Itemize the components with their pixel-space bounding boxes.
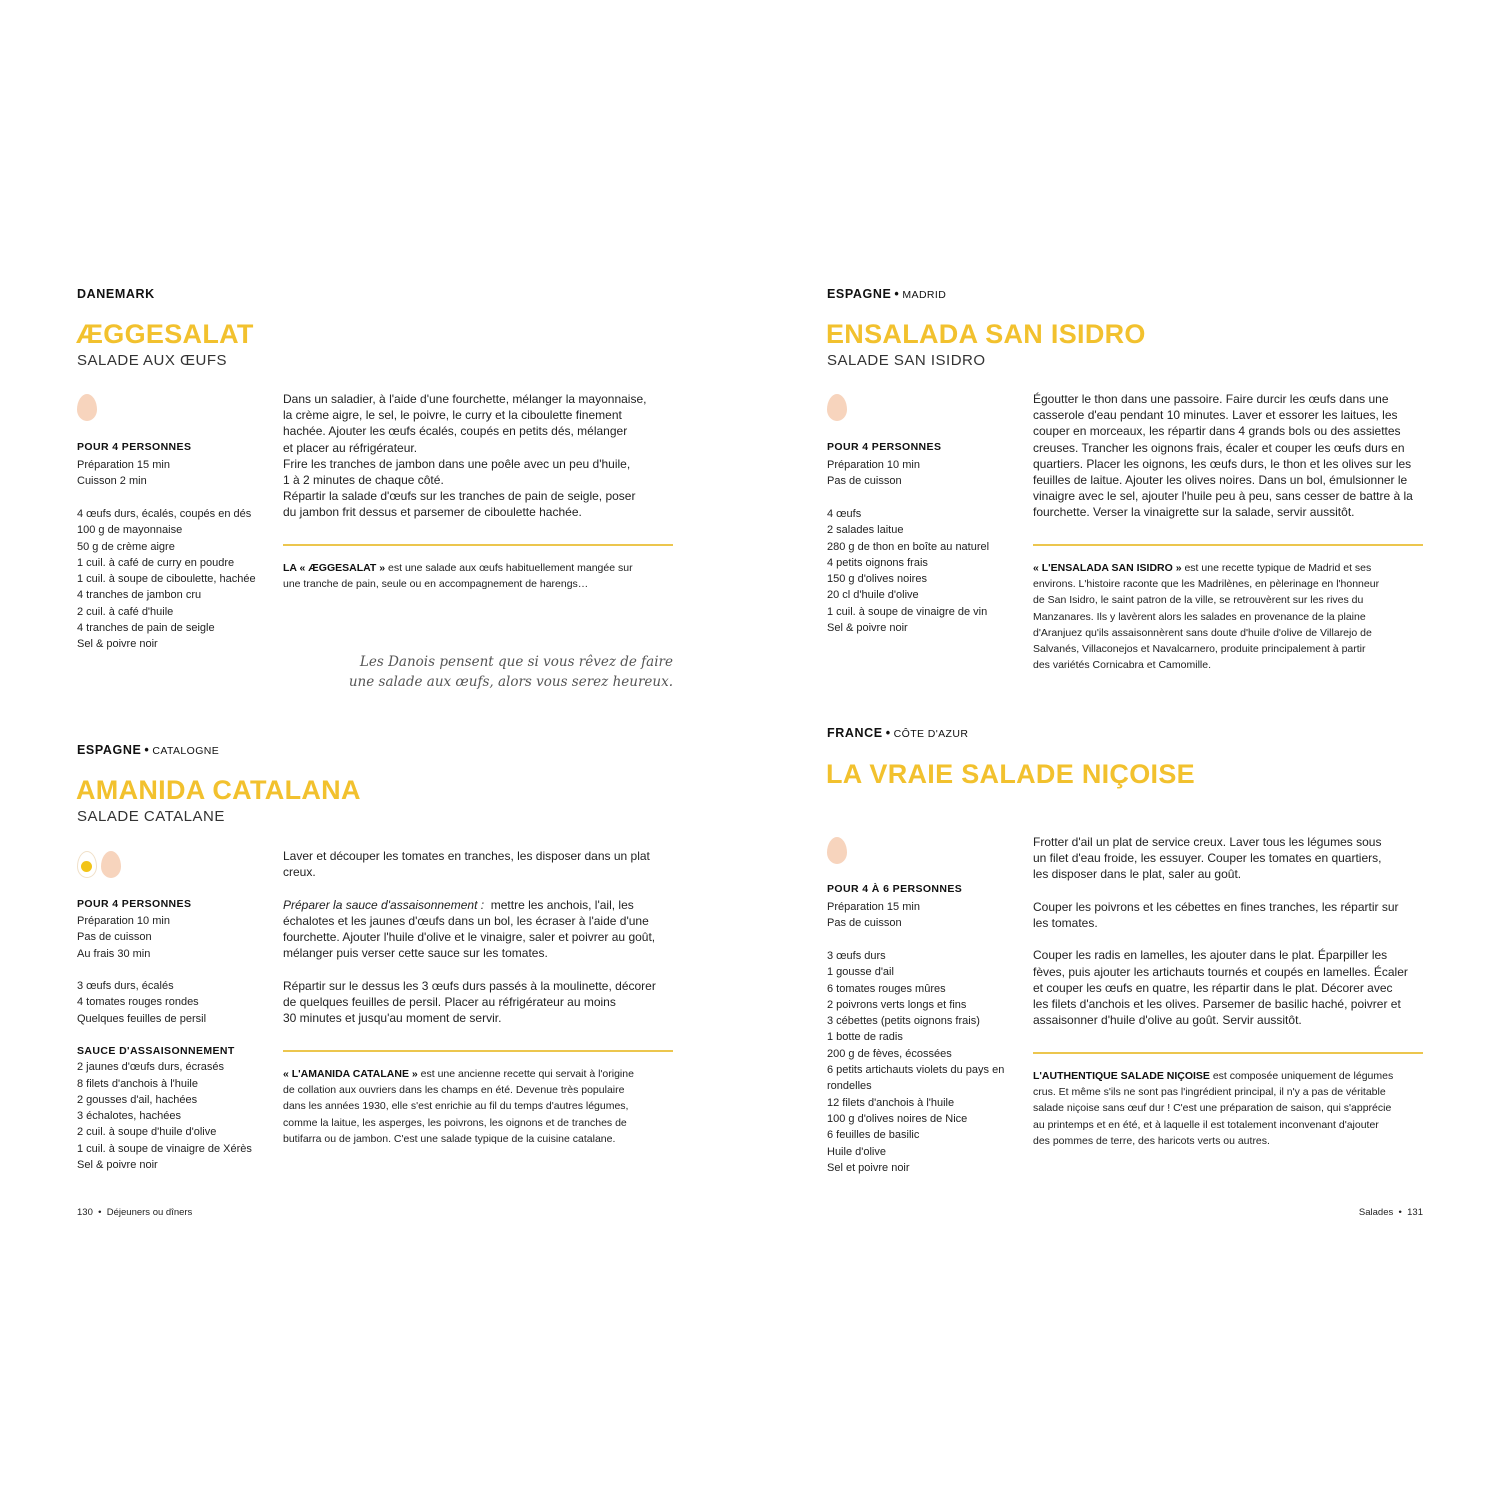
- ingredient-item: Huile d'olive: [827, 1145, 886, 1158]
- region-label: CÔTE D'AZUR: [893, 728, 969, 740]
- section-name: Déjeuners ou dîners: [106, 1207, 193, 1218]
- ingredient-item: 1 gousse d'ail: [827, 966, 894, 979]
- method-text: Égoutter le thon dans une passoire. Faire durcir les œufs dans une casserole d'eau pendant 10 minutes. Laver et essorer les laitues, les couper en morceaux, les répartir dans 4 grands bols ou des assiettes creuses. Trancher les oignons frais, écaler et couper les œufs durs en quartiers. Placer les oignons, les œufs durs, le thon et les olives sur les feuilles de laitue. Ajouter les olives noires. Dans un bol, émulsionner le vinaigre avec le sel, ajouter l'huile peu à peu, sans cesser de battre à la fourchette. Verser la vinaigrette sur la salade, servir aussitôt.: [1033, 392, 1413, 520]
- ingredient-item: 200 g de fèves, écossées: [827, 1047, 952, 1060]
- timing-item: Pas de cuisson: [77, 931, 152, 944]
- timing-item: Pas de cuisson: [827, 917, 902, 930]
- divider-rule: [283, 1050, 673, 1052]
- ingredient-item: 2 cuil. à café d'huile: [77, 605, 174, 618]
- recipe-subtitle: SALADE AUX ŒUFS: [77, 352, 228, 369]
- ingredient-item: 150 g d'olives noires: [827, 573, 927, 586]
- ingredient-item: 1 cuil. à soupe de vinaigre de vin: [827, 605, 988, 618]
- method-text: Laver et découper les tomates en tranches, les disposer dans un plat creux. Préparer la sauce d'assaisonnement : mettre les anchois, l'ail, les échalotes et les jaunes d'œufs dans un bol, les écraser à l'aide d'une fourchette. Ajouter l'huile d'olive et le vinaigre, saler et poivrer au goût, mélanger puis verser cette sauce sur les tomates. Répartir sur le dessus les 3 œufs durs passés à la moulinette, décorer de quelques feuilles de persil. Placer au réfrigérateur au moins 30 minutes et jusqu'au moment de servir.: [283, 849, 656, 1025]
- ingredient-list: [827, 506, 989, 636]
- section-name: Salades: [1358, 1207, 1394, 1218]
- country-label: DANEMARK: [77, 287, 155, 301]
- ingredient-item: 3 œufs durs: [827, 950, 886, 962]
- region-label: CATALOGNE: [152, 745, 220, 757]
- divider-rule: [1033, 1052, 1423, 1054]
- page-number: 131: [1407, 1207, 1423, 1218]
- recipe-subtitle: SALADE SAN ISIDRO: [827, 352, 986, 369]
- timing-list: [77, 457, 170, 490]
- recipe-subtitle: SALADE CATALANE: [77, 808, 225, 825]
- ingredient-item: rondelles: [827, 1080, 872, 1093]
- ingredient-item: 2 salades laitue: [827, 524, 904, 537]
- ingredient-list: [827, 948, 1004, 1176]
- ingredient-list: [77, 978, 206, 1027]
- ingredient-item: 4 tomates rouges rondes: [77, 996, 199, 1009]
- country-label: ESPAGNE • CATALOGNE: [77, 743, 220, 757]
- ingredient-item: 1 cuil. à café de curry en poudre: [77, 556, 235, 569]
- divider-rule: [1033, 544, 1423, 546]
- timing-item: Pas de cuisson: [827, 475, 902, 488]
- ingredient-item: Sel & poivre noir: [77, 1159, 158, 1172]
- halved-egg-icon: [77, 851, 97, 878]
- ingredient-item: 4 œufs: [827, 508, 862, 520]
- recipe-title: ENSALADA SAN ISIDRO: [826, 319, 1146, 349]
- ingredient-item: 280 g de thon en boîte au naturel: [827, 540, 990, 553]
- servings: POUR 4 PERSONNES: [77, 441, 192, 453]
- method-text: Dans un saladier, à l'aide d'une fourchette, mélanger la mayonnaise, la crème aigre, le sel, le poivre, le curry et la ciboulette finement hachée. Ajouter les œufs écalés, coupés en petits dés, mélanger et placer au réfrigérateur. Frire les tranches de jambon dans une poêle avec un peu d'huile, 1 à 2 minutes de chaque côté. Répartir la salade d'œufs sur les tranches de pain de seigle, poser du jambon frit dessus et parsemer de ciboulette hachée.: [283, 392, 647, 520]
- ingredient-list: [77, 506, 256, 653]
- ingredient-item: Sel & poivre noir: [77, 638, 158, 651]
- ingredient-item: 12 filets d'anchois à l'huile: [827, 1096, 955, 1109]
- footer-right: Salades • 131: [1358, 1207, 1423, 1218]
- ingredient-item: 50 g de crème aigre: [77, 540, 175, 553]
- ingredient-item: 4 petits oignons frais: [827, 556, 928, 569]
- ingredient-item: 3 échalotes, hachées: [77, 1110, 181, 1123]
- ingredient-item: 3 œufs durs, écalés: [77, 980, 174, 992]
- egg-icon: [827, 837, 847, 864]
- ingredient-item: 1 botte de radis: [827, 1031, 903, 1044]
- ingredient-item: Sel & poivre noir: [827, 622, 908, 635]
- ingredient-item: 4 œufs durs, écalés, coupés en dés: [77, 508, 252, 520]
- ingredient-item: 6 feuilles de basilic: [827, 1129, 920, 1142]
- ingredient-item: 4 tranches de jambon cru: [77, 589, 202, 602]
- egg-icon: [101, 851, 121, 878]
- method-text: Frotter d'ail un plat de service creux. Laver tous les légumes sous un filet d'eau froide, les essuyer. Couper les tomates en quartiers, les disposer dans le plat, saler au goût. Couper les poivrons et les cébettes en fines tranches, les répartir sur les tomates. Couper les radis en lamelles, les ajouter dans le plat. Éparpiller les fèves, puis ajouter les artichauts tournés et coupés en lamelles. Écaler et couper les œufs en quatre, les répartir dans le plat. Décorer avec les filets d'anchois et les olives. Parsemer de basilic haché, poivrer et assaisonner d'huile d'olive au goût. Servir aussitôt.: [1033, 835, 1408, 1028]
- servings: POUR 4 À 6 PERSONNES: [827, 883, 963, 895]
- ingredient-item: 8 filets d'anchois à l'huile: [77, 1077, 198, 1090]
- ingredient-item: Quelques feuilles de persil: [77, 1012, 207, 1025]
- timing-list: [827, 457, 920, 490]
- ingredient-item: 100 g de mayonnaise: [77, 524, 183, 537]
- timing-list: [827, 899, 920, 932]
- country-label: ESPAGNE • MADRID: [827, 287, 947, 301]
- recipe-title: ÆGGESALAT: [76, 319, 254, 349]
- timing-item: Cuisson 2 min: [77, 475, 147, 488]
- servings: POUR 4 PERSONNES: [827, 441, 942, 453]
- recipe-title: LA VRAIE SALADE NIÇOISE: [826, 759, 1195, 789]
- ingredient-item: 2 poivrons verts longs et fins: [827, 998, 967, 1011]
- recipe-note: « L'ENSALADA SAN ISIDRO » est une recette typique de Madrid et ses environs. L'histoire raconte que les Madrilènes, en pèlerinage en l'honneur de San Isidro, le saint patron de la ville, se retrouvèrent sur les rives du Manzanares. Ils y lavèrent alors les salades en provenance de la plaine d'Aranjuez qu'ils assaisonnèrent sans doute d'huile d'olive de Villarejo de Salvanés, Villaconejos et Navalcarnero, produite principalement à partir des variétés Cornicabra et Camomille.: [1033, 562, 1380, 672]
- page-number: 130: [77, 1207, 93, 1218]
- sauce-ingredient-list: [77, 1043, 252, 1173]
- egg-icon: [827, 394, 847, 421]
- ingredient-item: 100 g d'olives noires de Nice: [827, 1112, 968, 1125]
- country-label: FRANCE • CÔTE D'AZUR: [827, 726, 969, 740]
- ingredient-item: 4 tranches de pain de seigle: [77, 622, 215, 635]
- pull-quote: Les Danois pensent que si vous rêvez de faire une salade aux œufs, alors vous serez heureux.: [348, 654, 673, 690]
- timing-item: Préparation 10 min: [77, 915, 170, 927]
- ingredient-item: 1 cuil. à soupe de ciboulette, hachée: [77, 573, 256, 586]
- timing-list: [77, 913, 170, 962]
- ingredient-item: Sel et poivre noir: [827, 1161, 910, 1174]
- divider-rule: [283, 544, 673, 546]
- timing-item: Préparation 15 min: [77, 459, 170, 471]
- region-label: MADRID: [902, 289, 947, 301]
- ingredient-item: 2 cuil. à soupe d'huile d'olive: [77, 1126, 217, 1139]
- ingredient-item: 2 gousses d'ail, hachées: [77, 1093, 198, 1106]
- ingredient-item: 2 jaunes d'œufs durs, écrasés: [77, 1061, 225, 1074]
- recipe-note: LA « ÆGGESALAT » est une salade aux œufs habituellement mangée sur une tranche de pain, seule ou en accompagnement de harengs…: [283, 562, 633, 591]
- ingredient-item: 6 tomates rouges mûres: [827, 982, 946, 995]
- recipe-title: AMANIDA CATALANA: [76, 775, 361, 805]
- timing-item: Préparation 10 min: [827, 459, 920, 471]
- recipe-note: « L'AMANIDA CATALANE » est une ancienne recette qui servait à l'origine de collation aux ouvriers dans les champs en été. Devenue très populaire dans les années 1930, elle s'est enrichie au fil du temps d'autres légumes, comme la laitue, les asperges, les poivrons, les oignons et de tranches de butifarra ou de jambon. C'est une salade typique de la cuisine catalane.: [283, 1068, 634, 1145]
- ingredient-item: 1 cuil. à soupe de vinaigre de Xérès: [77, 1142, 252, 1155]
- sauce-heading: SAUCE D'ASSAISONNEMENT: [77, 1045, 235, 1057]
- ingredient-item: 6 petits artichauts violets du pays en: [827, 1064, 1005, 1077]
- ingredient-item: 20 cl d'huile d'olive: [827, 589, 919, 602]
- ingredient-item: 3 cébettes (petits oignons frais): [827, 1015, 980, 1028]
- recipe-note: L'AUTHENTIQUE SALADE NIÇOISE est composée uniquement de légumes crus. Et même s'ils ne sont pas l'ingrédient principal, il n'y a pas de véritable salade niçoise sans œuf dur ! C'est une préparation de saison, qui s'apprécie au printemps et en été, et à laquelle il est totalement inconvenant d'ajouter des pommes de terre, des haricots verts ou autres.: [1033, 1070, 1394, 1147]
- servings: POUR 4 PERSONNES: [77, 898, 192, 910]
- timing-item: Au frais 30 min: [77, 947, 151, 960]
- egg-icon: [77, 394, 97, 421]
- footer-left: 130 • Déjeuners ou dîners: [77, 1207, 193, 1218]
- timing-item: Préparation 15 min: [827, 901, 920, 913]
